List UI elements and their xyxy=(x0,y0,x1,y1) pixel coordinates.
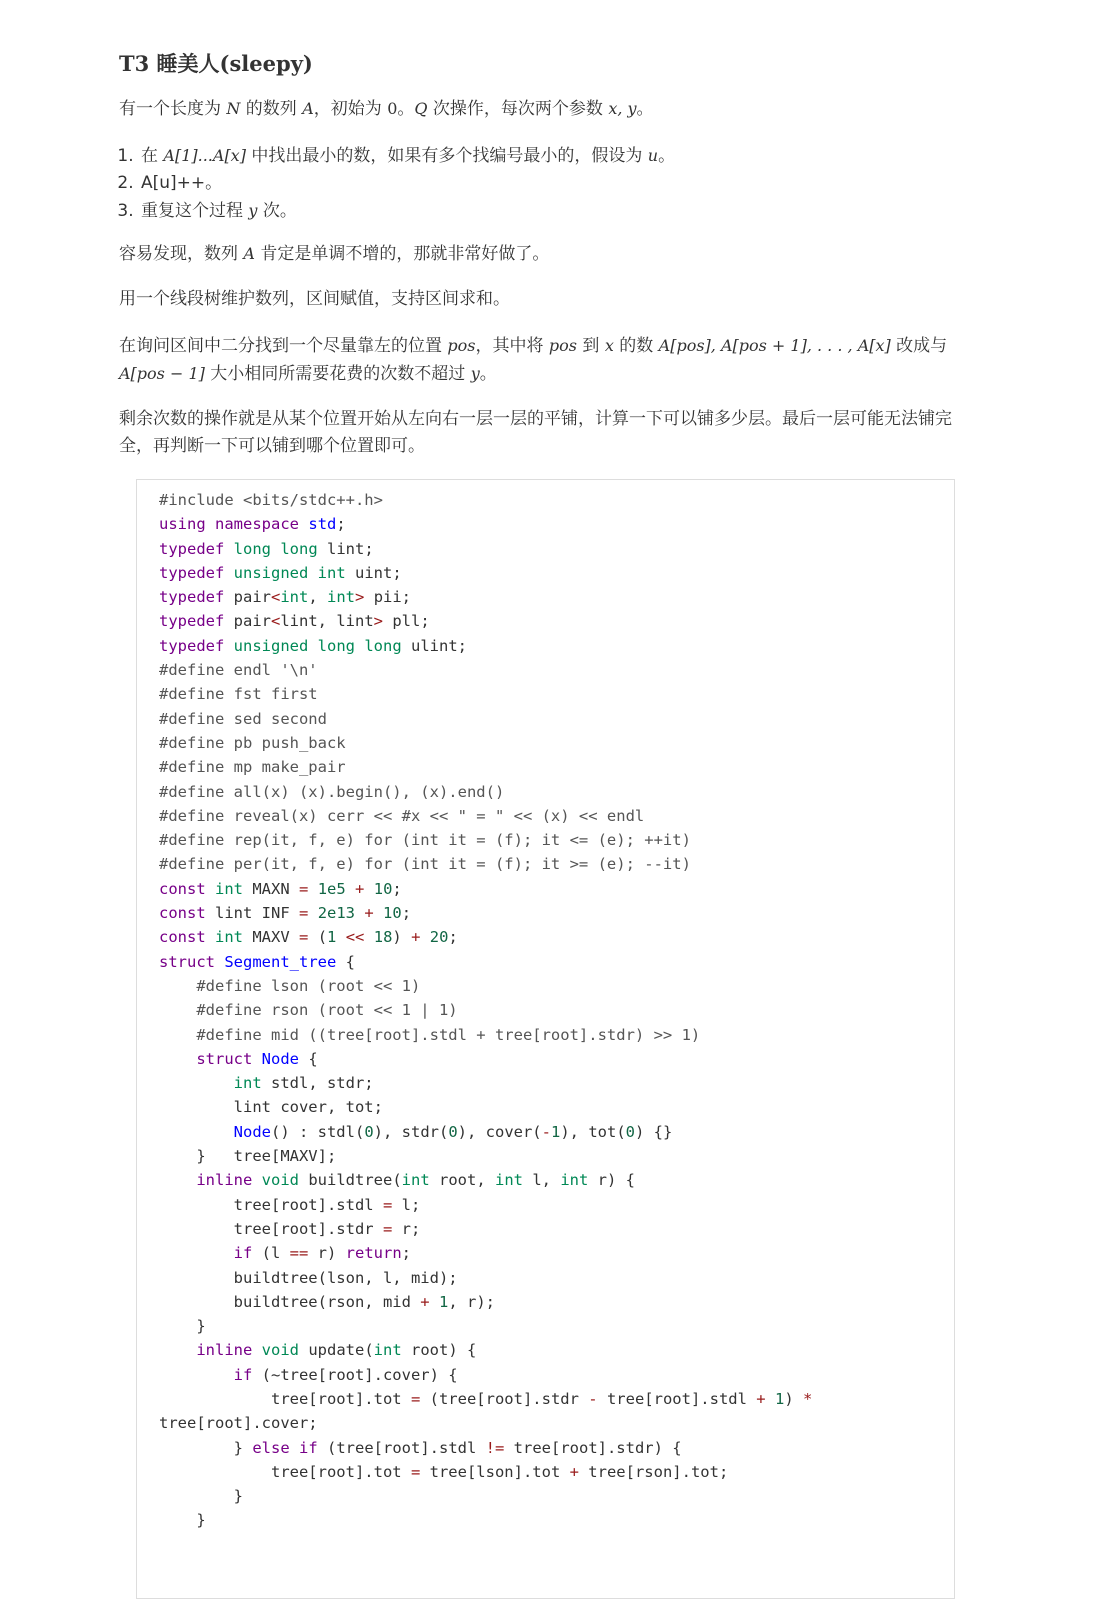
code-line: tree[root].cover; xyxy=(159,1414,318,1433)
text: 的数 xyxy=(613,336,659,356)
code-line: #define all(x) (x).begin(), (x).end() xyxy=(159,782,505,801)
code-line: inline void buildtree(int root, int l, int r) { xyxy=(196,1171,635,1190)
text: ，初始为 xyxy=(313,99,388,119)
math-range: A[1]...A[x] xyxy=(163,146,246,165)
code-line: const int MAXN = 1e5 + 10; xyxy=(159,879,402,898)
text: 重复这个过程 xyxy=(141,201,249,221)
code-line: typedef long long lint; xyxy=(159,539,374,558)
text: 在 xyxy=(141,146,164,166)
remaining-paragraph: 剩余次数的操作就是从某个位置开始从左向右一层一层的平铺，计算一下可以铺多少层。最后一层可能无法铺完全，再判断一下可以铺到哪个位置即可。 xyxy=(119,409,952,456)
text: 次。 xyxy=(257,201,297,221)
code-line: inline void update(int root) { xyxy=(196,1341,477,1360)
math-x: x xyxy=(604,336,614,355)
math-Q: Q xyxy=(414,99,428,118)
code-line: #define rep(it, f, e) for (int it = (f); it <= (e); ++it) xyxy=(159,831,691,850)
code-line: int stdl, stdr; xyxy=(233,1074,374,1093)
code-line: struct Node { xyxy=(196,1049,318,1068)
math-A: A xyxy=(302,99,314,118)
text: 容易发现，数列 xyxy=(119,244,244,264)
math-N: N xyxy=(226,99,241,118)
code-line: if (~tree[root].cover) { xyxy=(233,1365,458,1384)
code-line: #define rson (root << 1 | 1) xyxy=(159,1001,458,1020)
code-block xyxy=(136,479,955,1599)
code-line: #define endl '\n' xyxy=(159,661,318,680)
code-line: typedef unsigned long long ulint; xyxy=(159,636,467,655)
code-line: if (l == r) return; xyxy=(233,1244,411,1263)
math-sequence: A[pos], A[pos + 1], . . . , A[x] xyxy=(658,336,891,355)
math-y: y xyxy=(248,201,258,220)
math-pos: pos xyxy=(548,336,577,355)
text: 中找出最小的数，如果有多个找编号最小的，假设为 xyxy=(245,146,648,166)
code-line: typedef unsigned int uint; xyxy=(159,563,402,582)
code-content xyxy=(137,480,954,1533)
math-A: A xyxy=(243,244,255,263)
code-line: tree[root].stdl = l; xyxy=(159,1195,421,1214)
text: 改成与 xyxy=(890,336,948,356)
code-line: typedef pair<lint, lint> pll; xyxy=(159,612,430,631)
code-line: } xyxy=(159,1511,206,1530)
text: 肯定是单调不增的，那就非常好做了。 xyxy=(254,244,550,264)
code-line: #define pb push_back xyxy=(159,733,346,752)
monotone-paragraph xyxy=(119,240,549,268)
math-pos: pos xyxy=(447,336,476,355)
math-zero: 0 xyxy=(387,99,398,118)
text: 的数列 xyxy=(240,99,303,119)
segment-tree-paragraph: 用一个线段树维护数列，区间赋值，支持区间求和。 xyxy=(119,289,510,309)
code-line: } xyxy=(159,1317,206,1336)
intro-paragraph xyxy=(119,95,654,123)
math-prev: A[pos − 1] xyxy=(119,364,205,383)
text: ，其中将 xyxy=(475,336,549,356)
text: 大小相同所需要花费的次数不超过 xyxy=(204,364,471,384)
code-line: } else if (tree[root].stdl != tree[root].stdr) { xyxy=(159,1438,682,1457)
code-line: #define mp make_pair xyxy=(159,758,346,777)
code-line: #define sed second xyxy=(159,709,327,728)
code-line: tree[root].tot = (tree[root].stdr - tree[root].stdl + 1) * xyxy=(159,1389,813,1408)
code-line: lint cover, tot; xyxy=(159,1098,383,1117)
code-line: buildtree(rson, mid + 1, r); xyxy=(159,1292,495,1311)
text: 有一个长度为 xyxy=(119,99,227,119)
text: 。 xyxy=(636,99,654,119)
math-u: u xyxy=(647,146,659,165)
code-line: #define lson (root << 1) xyxy=(159,976,421,995)
code-line: #include <bits/stdc++.h> xyxy=(159,491,383,509)
code-line: #define reveal(x) cerr << #x << " = " << (x) << endl xyxy=(159,806,645,825)
text: 次操作，每次两个参数 xyxy=(427,99,609,119)
code-line: } tree[MAXV]; xyxy=(159,1147,337,1166)
list-item xyxy=(139,170,675,197)
code-line: const int MAXV = (1 << 18) + 20; xyxy=(159,928,458,947)
code-line: using namespace std; xyxy=(159,515,346,534)
math-xy: x, y xyxy=(608,99,637,118)
text: 。 xyxy=(397,99,415,119)
code-line: const lint INF = 2e13 + 10; xyxy=(159,904,412,923)
code-line: typedef pair<int, int> pii; xyxy=(159,588,412,607)
list-item xyxy=(139,197,675,225)
code-line: buildtree(lson, l, mid); xyxy=(159,1268,458,1287)
code-line: tree[root].tot = tree[lson].tot + tree[rson].tot; xyxy=(159,1462,729,1481)
problem-title: T3 睡美人(sleepy) xyxy=(119,51,313,76)
text: 在询问区间中二分找到一个尽量靠左的位置 xyxy=(119,336,448,356)
code-line: #define fst first xyxy=(159,685,318,704)
code-line: Node() : stdl(0), stdr(0), cover(-1), tot(0) {} xyxy=(233,1122,673,1141)
text: 。 xyxy=(479,364,497,384)
code-line: tree[root].stdr = r; xyxy=(159,1219,421,1238)
list-item xyxy=(139,142,675,170)
code-line: struct Segment_tree { xyxy=(159,952,355,971)
code-line: } xyxy=(159,1487,243,1506)
text: 。 xyxy=(658,146,676,166)
binary-search-paragraph xyxy=(119,332,961,388)
math-y: y xyxy=(470,364,480,383)
code-line: #define mid ((tree[root].stdl + tree[root].stdr) >> 1) xyxy=(159,1025,701,1044)
text: A[u]++。 xyxy=(141,173,223,193)
code-line: #define per(it, f, e) for (int it = (f); it >= (e); --it) xyxy=(159,855,691,874)
text: 到 xyxy=(577,336,605,356)
steps-list xyxy=(119,142,675,225)
